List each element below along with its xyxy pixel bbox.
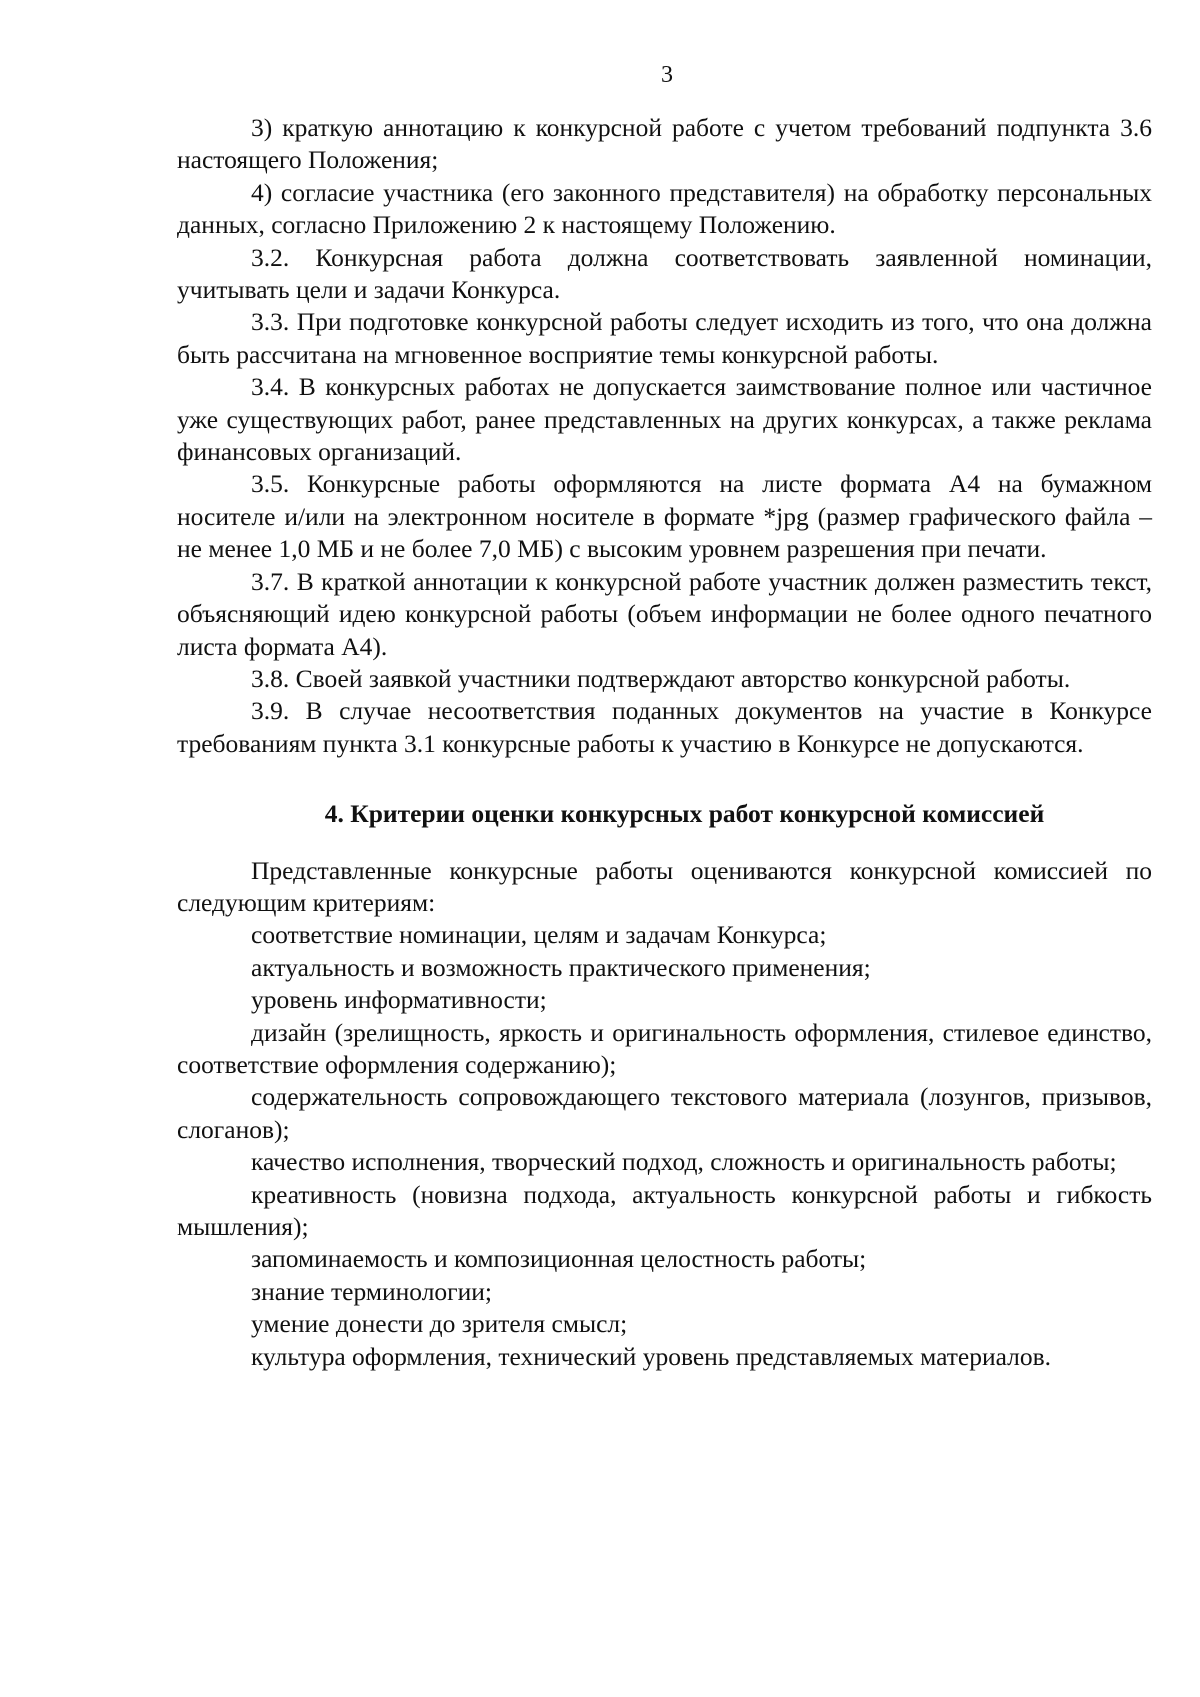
criterion-item: дизайн (зрелищность, яркость и оригинальность оформления, стилевое единство, соответствие оформления содержанию); xyxy=(177,1017,1152,1079)
paragraph-3-2: 3.2. Конкурсная работа должна соответствовать заявленной номинации, учитывать цели и задачи Конкурса. xyxy=(177,242,1152,305)
criterion-item: уровень информативности; xyxy=(251,985,547,1015)
paragraph-item-4: 4) согласие участника (его законного представителя) на обработку персональных данных, согласно Приложению 2 к настоящему Положению. xyxy=(177,177,1152,240)
paragraph-3-7: 3.7. В краткой аннотации к конкурсной работе участник должен разместить текст, объясняющий идею конкурсной работы (объем информации не более одного печатного листа формата А4). xyxy=(177,566,1152,661)
section-heading: 4. Критерии оценки конкурсных работ конкурсной комиссией xyxy=(324,799,1045,829)
criterion-item: запоминаемость и композиционная целостность работы; xyxy=(251,1244,867,1274)
paragraph-3-5: 3.5. Конкурсные работы оформляются на листе формата А4 на бумажном носителе и/или на электронном носителе в формате *jpg (размер графического файла – не менее 1,0 МБ и не более 7,0 МБ) с высоким уровнем разрешения при печати. xyxy=(177,469,1152,564)
page-number: 3 xyxy=(661,62,673,88)
criterion-item: креативность (новизна подхода, актуальность конкурсной работы и гибкость мышления); xyxy=(177,1179,1152,1241)
criterion-item: содержательность сопровождающего текстового материала (лозунгов, призывов, слоганов); xyxy=(177,1082,1152,1144)
criterion-item: качество исполнения, творческий подход, сложность и оригинальность работы; xyxy=(251,1147,1117,1177)
paragraph-3-9: 3.9. В случае несоответствия поданных документов на участие в Конкурсе требованиям пункта 3.1 конкурсные работы к участию в Конкурсе не допускаются. xyxy=(177,696,1152,758)
criterion-item: актуальность и возможность практического применения; xyxy=(251,952,871,982)
criterion-item: умение донести до зрителя смысл; xyxy=(251,1309,628,1339)
paragraph-3-3: 3.3. При подготовке конкурсной работы следует исходить из того, что она должна быть рассчитана на мгновенное восприятие темы конкурсной работы. xyxy=(177,307,1152,369)
paragraph-item-3: 3) краткую аннотацию к конкурсной работе с учетом требований подпункта 3.6 настоящего Положения; xyxy=(177,113,1152,175)
criterion-item: культура оформления, технический уровень представляемых материалов. xyxy=(251,1341,1052,1371)
criteria-intro: Представленные конкурсные работы оцениваются конкурсной комиссией по следующим критериям: xyxy=(177,855,1152,917)
paragraph-3-4: 3.4. В конкурсных работах не допускается заимствование полное или частичное уже существующих работ, ранее представленных на других конкурсах, а также реклама финансовых организаций. xyxy=(177,372,1152,467)
page-content xyxy=(177,112,1152,1373)
criterion-item: знание терминологии; xyxy=(251,1276,493,1306)
paragraph-3-8: 3.8. Своей заявкой участники подтверждают авторство конкурсной работы. xyxy=(251,663,1071,693)
criterion-item: соответствие номинации, целям и задачам Конкурса; xyxy=(251,920,827,950)
